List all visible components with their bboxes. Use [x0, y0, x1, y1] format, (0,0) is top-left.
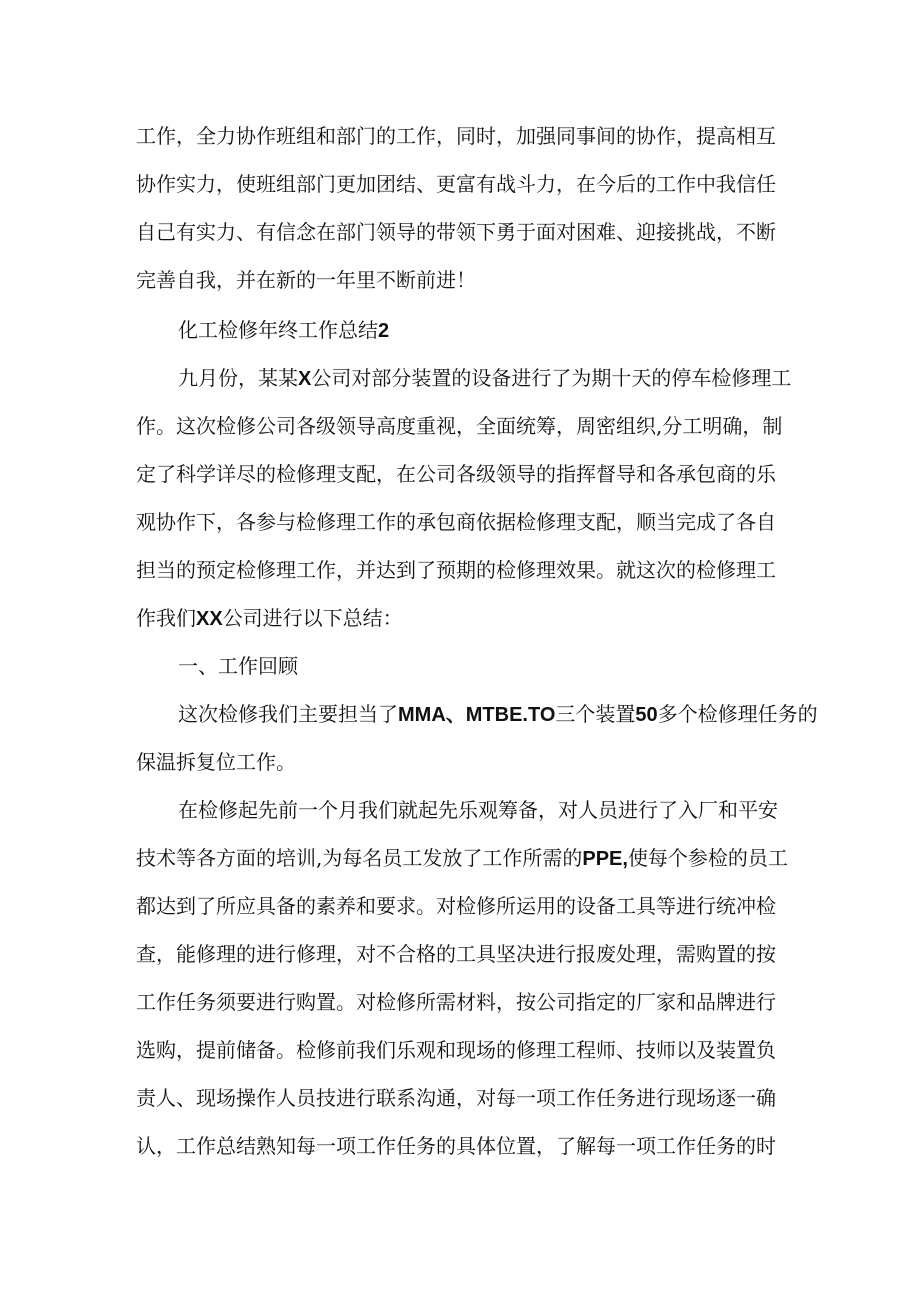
text-run: 作我们 [136, 606, 196, 630]
heading-number: 2 [378, 320, 390, 342]
paragraph-line: 认，工作总结熟知每一项工作任务的具体位置，了解每一项工作任务的时 [136, 1134, 776, 1158]
paragraph-line: 协作实力，使班组部门更加团结、更富有战斗力，在今后的工作中我信任 [136, 172, 776, 196]
text-run: 公司进行以下总结： [222, 606, 403, 630]
paragraph-line: 选购，提前储备。检修前我们乐观和现场的修理工程师、技师以及装置负 [136, 1038, 776, 1062]
paragraph-line: 自己有实力、有信念在部门领导的带领下勇于面对困难、迎接挑战，不断 [136, 220, 776, 244]
paragraph-line: 工作任务须要进行购置。对检修所需材料，按公司指定的厂家和品牌进行 [136, 990, 776, 1014]
paragraph-line: 观协作下，各参与检修理工作的承包商依据检修理支配，顺当完成了各自 [136, 510, 776, 534]
text-run-bold: X [298, 368, 312, 390]
text-run: 使每个参检的员工 [627, 846, 788, 870]
paragraph-line: 保温拆复位工作。 [136, 750, 296, 774]
text-run-bold: XX [196, 608, 223, 630]
paragraph-line [136, 846, 788, 871]
paragraph-line: 定了科学详尽的检修理支配，在公司各级领导的指挥督导和各承包商的乐 [136, 462, 776, 486]
text-run-bold: MMA、MTBE.TO [398, 704, 556, 726]
paragraph-line: 责人、现场操作人员技进行联系沟通，对每一项工作任务进行现场逐一确 [136, 1086, 776, 1110]
text-run: 公司对部分装置的设备进行了为期十天的停车检修理工 [311, 366, 792, 390]
paragraph-line: 都达到了所应具备的素养和要求。对检修所运用的设备工具等进行统冲检 [136, 894, 776, 918]
text-run-bold: PPE, [582, 848, 628, 870]
paragraph-line [178, 702, 818, 727]
text-run-bold: 50 [635, 704, 658, 726]
text-run: 这次检修我们主要担当了 [178, 702, 398, 726]
paragraph-line: 查，能修理的进行修理，对不合格的工具坚决进行报废处理，需购置的按 [136, 942, 776, 966]
heading-text: 化工检修年终工作总结 [178, 318, 378, 342]
paragraph-line: 完善自我，并在新的一年里不断前进！ [136, 268, 476, 292]
section-heading [178, 318, 389, 343]
section-title: 一、工作回顾 [178, 654, 298, 678]
paragraph-line: 作。这次检修公司各级领导高度重视，全面统筹，周密组织,分工明确，制 [136, 414, 783, 438]
paragraph-line: 担当的预定检修理工作，并达到了预期的检修理效果。就这次的检修理工 [136, 558, 776, 582]
paragraph-line: 在检修起先前一个月我们就起先乐观筹备，对人员进行了入厂和平安 [178, 798, 778, 822]
text-run: 九月份，某某 [178, 366, 298, 390]
text-run: 技术等各方面的培训,为每名员工发放了工作所需的 [136, 846, 583, 870]
text-run: 三个装置 [555, 702, 636, 726]
text-run: 多个检修理任务的 [657, 702, 818, 726]
paragraph-line [178, 366, 791, 391]
paragraph-line [136, 606, 403, 631]
paragraph-line: 工作，全力协作班组和部门的工作，同时，加强同事间的协作，提高相互 [136, 124, 776, 148]
